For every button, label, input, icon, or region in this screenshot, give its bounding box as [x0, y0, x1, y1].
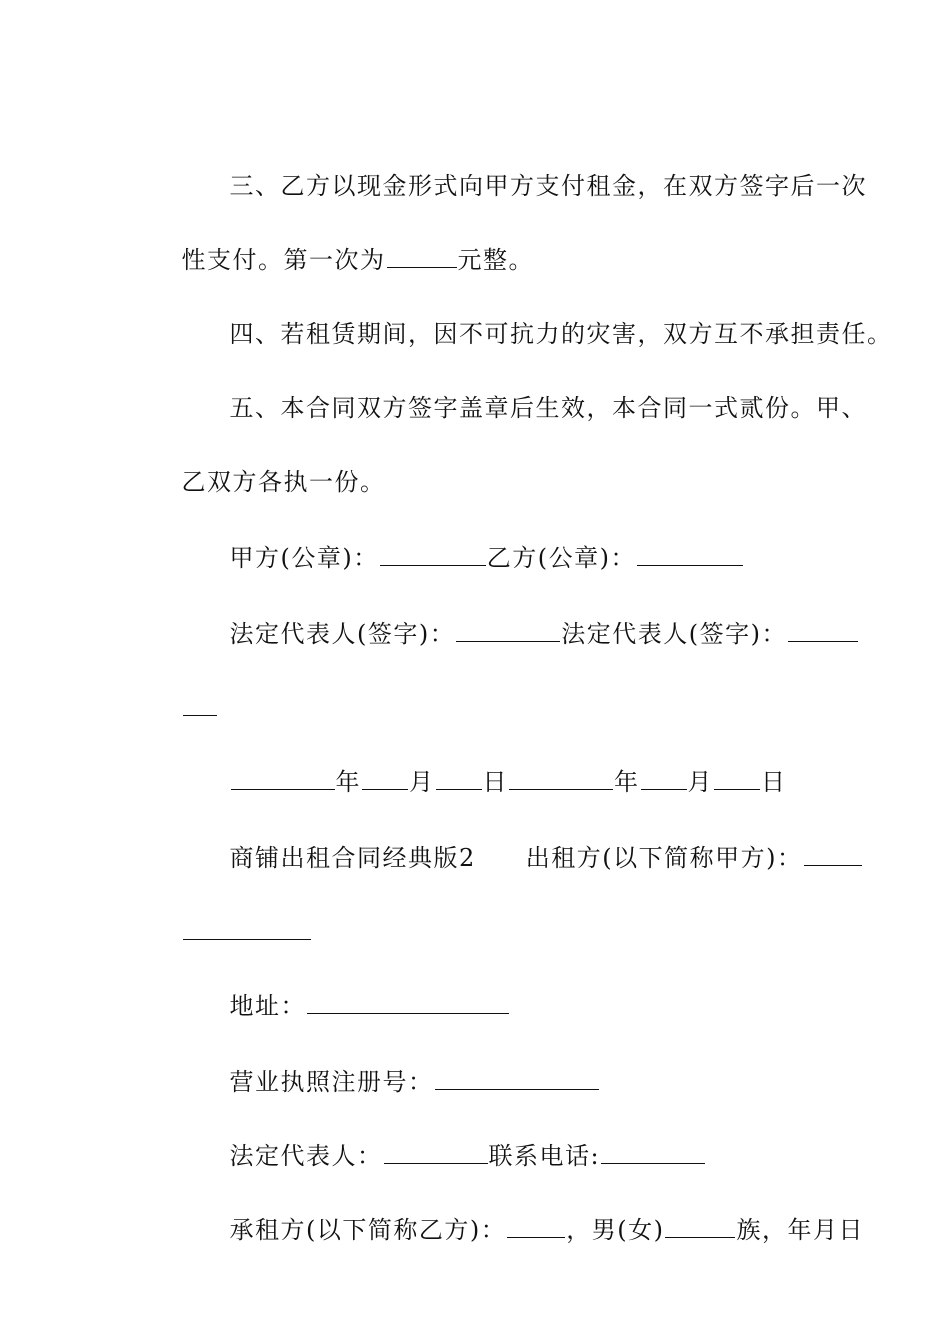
- text: 联系电话:: [488, 1142, 601, 1170]
- text: 年: [335, 768, 362, 796]
- text: 性支付。第一次为: [181, 246, 386, 274]
- text: 法定代表人(签字)：: [561, 620, 787, 648]
- continued-blank: [183, 917, 311, 940]
- lessor-blank: [804, 843, 862, 866]
- text: 族，年月日: [736, 1216, 864, 1244]
- text: ，男(女): [566, 1216, 665, 1244]
- representative-signature-line: [193, 586, 859, 682]
- text: 法定代表人(签字)：: [229, 620, 456, 648]
- text: 承租方(以下简称乙方)：: [229, 1216, 507, 1244]
- day-blank: [436, 767, 482, 790]
- continued-blank: [183, 693, 217, 716]
- representative-blank: [384, 1141, 488, 1164]
- party-b-seal-blank: [637, 543, 743, 566]
- text: 甲方(公章)：: [229, 544, 379, 572]
- text: 乙双方各执一份。: [181, 468, 386, 496]
- party-b-signature-blank: [788, 619, 858, 642]
- text: 元整。: [457, 246, 535, 274]
- year-blank: [231, 767, 335, 790]
- month-blank: [362, 767, 408, 790]
- text: 出租方(以下简称甲方)：: [525, 844, 803, 872]
- lessee-name-blank: [507, 1215, 565, 1238]
- party-a-signature-blank: [456, 619, 560, 642]
- lessee-line: [193, 1182, 864, 1278]
- text: 日: [761, 768, 787, 796]
- amount-blank: [387, 245, 457, 268]
- text: 四、若租赁期间，因不可抗力的灾害，双方互不承担责任。: [229, 320, 893, 348]
- year-blank: [509, 767, 613, 790]
- text: 月: [687, 768, 714, 796]
- text: 法定代表人：: [229, 1142, 383, 1170]
- license-number-blank: [435, 1067, 599, 1090]
- text: 月: [409, 768, 435, 796]
- phone-blank: [601, 1141, 705, 1164]
- text: 地址：: [229, 992, 307, 1020]
- text: 日: [482, 768, 509, 796]
- text: 年: [614, 768, 640, 796]
- text: 乙方(公章)：: [486, 544, 636, 572]
- address-blank: [307, 991, 509, 1014]
- month-blank: [641, 767, 687, 790]
- text: 五、本合同双方签字盖章后生效，本合同一式贰份。甲、: [229, 394, 868, 422]
- ethnicity-blank: [665, 1215, 735, 1238]
- text: 三、乙方以现金形式向甲方支付租金，在双方签字后一次: [229, 172, 868, 200]
- text: 营业执照注册号：: [229, 1068, 434, 1096]
- contract-title: 商铺出租合同经典版2: [229, 844, 476, 872]
- party-a-seal-blank: [380, 543, 486, 566]
- day-blank: [714, 767, 760, 790]
